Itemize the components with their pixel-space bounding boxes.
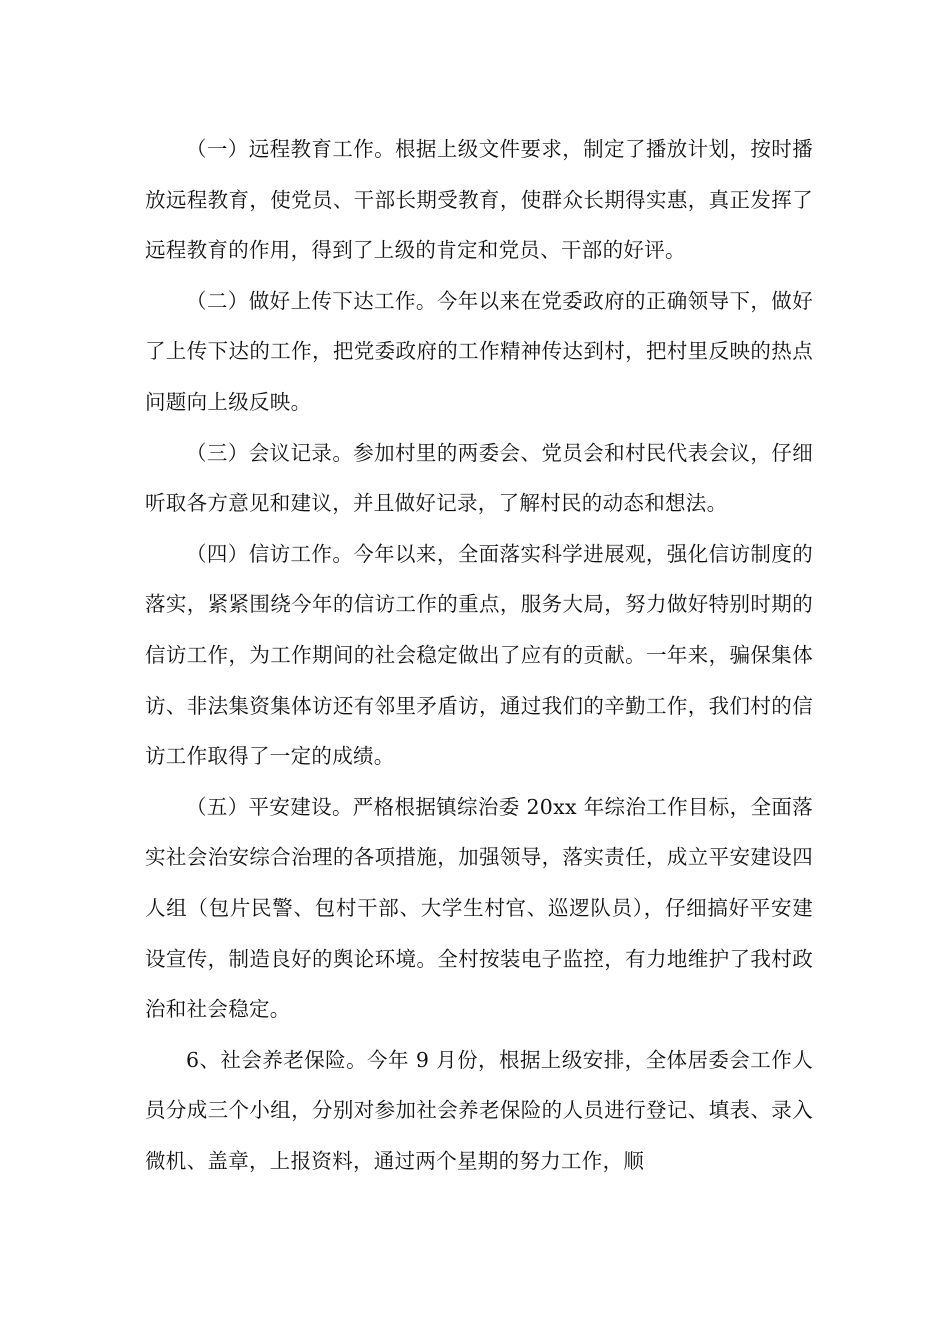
paragraph-petition-work: （四）信访工作。今年以来，全面落实科学进展观，强化信访制度的落实，紧紧围绕今年的信访工作的重点，服务大局，努力做好特别时期的信访工作，为工作期间的社会稳定做出了应有的贡献。一年来，骗保集体访、非法集资集体访还有邻里矛盾访，通过我们的辛勤工作，我们村的信访工作取得了一定的成绩。 (145, 541, 813, 769)
body-text (145, 124, 813, 1186)
paragraph-remote-education: （一）远程教育工作。根据上级文件要求，制定了播放计划，按时播放远程教育，使党员、干部长期受教育，使群众长期得实惠，真正发挥了远程教育的作用，得到了上级的肯定和党员、干部的好评。 (145, 137, 813, 263)
paragraph-safety-construction: （五）平安建设。严格根据镇综治委 20xx 年综治工作目标，全面落实社会治安综合治理的各项措施，加强领导，落实责任，成立平安建设四人组（包片民警、包村干部、大学生村官、巡逻队员），仔细搞好平安建设宣传，制造良好的舆论环境。全村按装电子监控，有力地维护了我村政治和社会稳定。 (145, 794, 813, 1022)
paragraph-communication-work: （二）做好上传下达工作。今年以来在党委政府的正确领导下，做好了上传下达的工作，把党委政府的工作精神传达到村，把村里反映的热点问题向上级反映。 (145, 288, 813, 414)
paragraph-pension-insurance: 6、社会养老保险。今年 9 月份，根据上级安排，全体居委会工作人员分成三个小组，分别对参加社会养老保险的人员进行登记、填表、录入微机、盖章，上报资料，通过两个星期的努力工作，顺 (145, 1047, 813, 1173)
paragraph-meeting-records: （三）会议记录。参加村里的两委会、党员会和村民代表会议，仔细听取各方意见和建议，并且做好记录，了解村民的动态和想法。 (145, 440, 813, 516)
